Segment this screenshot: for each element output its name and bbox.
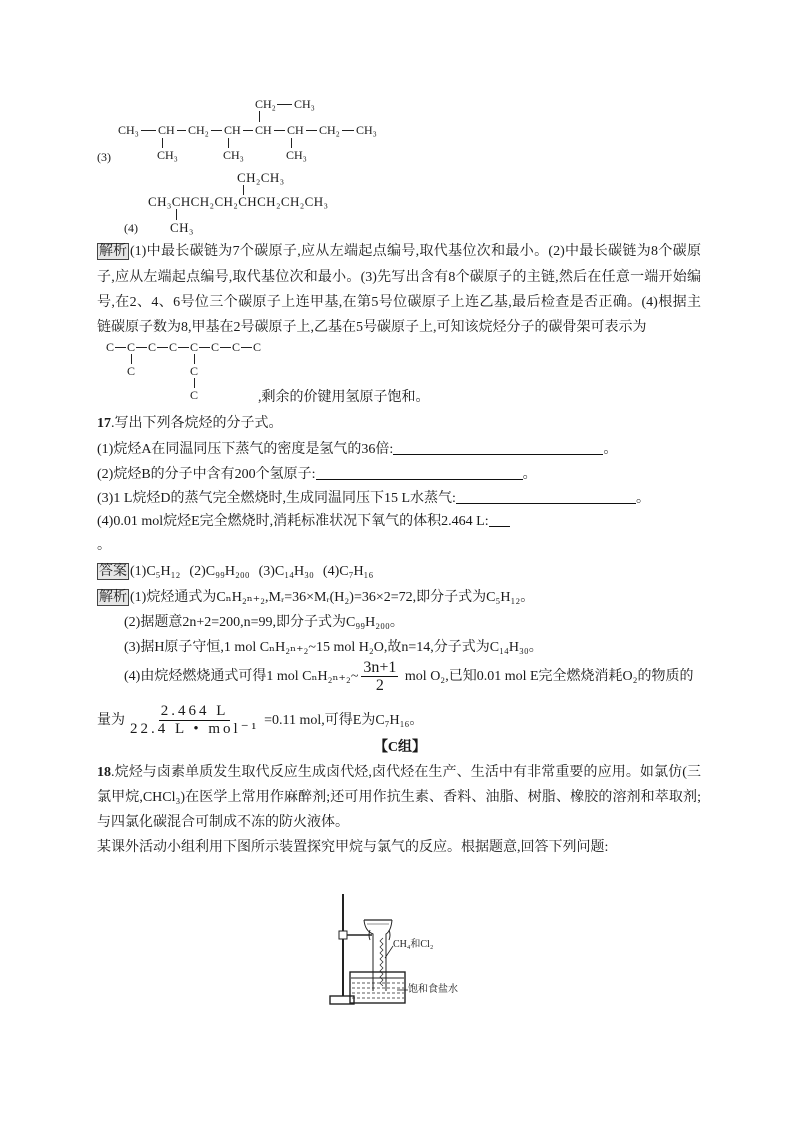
analysis-text: mol O₂,已知0.01 mol E完全燃烧消耗O₂的物质的 xyxy=(401,668,694,684)
bond xyxy=(228,138,229,148)
part-end: 。 xyxy=(603,442,618,457)
part-text: (3)1 L烷烃D的蒸气完全燃烧时,生成同温同压下15 L水蒸气: xyxy=(97,491,456,506)
analysis-text: =0.11 mol,可得E为C₇H₁₆。 xyxy=(264,712,424,728)
question-text: .写出下列各烷烃的分子式。 xyxy=(111,416,283,431)
analysis-line: (3)据H原子守恒,1 mol CₙH₂ₙ₊₂~15 mol H₂O,故n=14,分子式为C₁₄H₃₀。 xyxy=(124,640,543,655)
inverted-cylinder xyxy=(364,920,392,991)
bond xyxy=(162,138,163,148)
branch-group: CH₂ xyxy=(255,97,276,111)
answer-blank xyxy=(456,491,636,504)
fraction-numerator: 3n+1 xyxy=(363,659,397,676)
part-text: (4)0.01 mol烷烃E完全燃烧时,消耗标准状况下氧气的体积2.464 L: xyxy=(97,514,489,529)
bond xyxy=(136,347,147,348)
question-part xyxy=(97,513,510,531)
analysis-tag: 解析 xyxy=(99,244,127,259)
bond xyxy=(277,104,292,105)
part-end: 。 xyxy=(522,467,537,482)
analysis-text: (1)中最长碳链为7个碳原子,应从左端起点编号,取代基位次和最小。(2)中最长碳链为8个碳原 xyxy=(130,244,701,259)
fraction xyxy=(361,659,398,694)
carbon-atom: C xyxy=(190,340,199,354)
clamp-jaws xyxy=(369,930,390,940)
analysis-text: (1)烷烃通式为CₙH₂ₙ₊₂,Mᵣ=36×Mᵣ(H₂)=36×2=72,即分子式为C₅H₁₂。 xyxy=(130,590,535,605)
bond xyxy=(177,130,186,131)
bond xyxy=(211,130,222,131)
clamp-boss xyxy=(339,931,347,939)
analysis-line: (2)据题意2n+2=200,n=99,即分子式为C₉₉H₂₀₀。 xyxy=(124,615,404,630)
branch-group: CH₃ xyxy=(170,220,194,235)
figure-label-gas: CH₄和Cl₂ xyxy=(393,939,434,950)
part-end: 。 xyxy=(635,491,650,506)
branch-group: CH₃ xyxy=(294,97,315,111)
bond xyxy=(194,378,195,388)
bond xyxy=(274,130,285,131)
chain-group: CH xyxy=(158,123,175,137)
answer-blank xyxy=(316,467,523,480)
analysis-line xyxy=(97,703,423,738)
bond xyxy=(241,347,252,348)
chain-group: CH xyxy=(255,123,272,137)
chain-group: CH₂ xyxy=(188,123,209,137)
chain-group: CH xyxy=(287,123,304,137)
part-end: 。 xyxy=(97,538,111,553)
chain-group: CH₃ xyxy=(356,123,377,137)
carbon-atom: C xyxy=(127,340,136,354)
carbon-atom: C xyxy=(211,340,220,354)
bond xyxy=(141,130,156,131)
carbon-atom: C xyxy=(253,340,262,354)
question-text: 与四氯化碳混合可制成不冻的防火液体。 xyxy=(97,815,349,830)
fraction xyxy=(128,703,261,738)
part-text: (1)烷烃A在同温同压下蒸气的密度是氢气的36倍: xyxy=(97,442,394,457)
formula-label: (4) xyxy=(124,221,138,235)
answer-item: (1)C₅H₁₂ xyxy=(130,564,181,579)
bond xyxy=(220,347,231,348)
question-number: 17 xyxy=(97,416,111,431)
bond xyxy=(131,354,132,364)
answer-item: (2)C₉₉H₂₀₀ xyxy=(189,564,250,579)
bond xyxy=(291,138,292,148)
analysis-line xyxy=(97,589,534,607)
answer-blank xyxy=(489,514,510,527)
chain-group: CH xyxy=(224,123,241,137)
carbon-atom: C xyxy=(106,340,115,354)
fraction-denominator: 2 xyxy=(375,677,384,694)
answer-blank xyxy=(393,442,603,455)
question-part xyxy=(97,441,617,459)
bond xyxy=(194,354,195,364)
question-stem xyxy=(97,764,701,782)
bond xyxy=(342,130,354,131)
figure-label-liquid: 饱和食盐水 xyxy=(408,984,458,995)
question-text: 某课外活动小组利用下图所示装置探究甲烷与氯气的反应。根据题意,回答下列问题: xyxy=(97,840,609,855)
answer-tag: 答案 xyxy=(99,564,127,579)
fraction-denominator: 22.4 L • mol⁻¹ xyxy=(130,721,260,737)
carbon-atom: C xyxy=(169,340,178,354)
question-part xyxy=(97,490,650,508)
bond xyxy=(157,347,168,348)
bond xyxy=(259,111,260,122)
carbon-atom: C xyxy=(190,388,199,402)
question-text: 氯甲烷,CHCl₃)在医学上常用作麻醉剂;还可用作抗生素、香料、油脂、树脂、橡胶的溶剂和萃取剂; xyxy=(97,790,701,805)
bond xyxy=(306,130,317,131)
chain-group: CH₃CHCH₂CH₂CHCH₂CH₂CH₃ xyxy=(148,194,329,209)
answer-item: (4)C₇H₁₆ xyxy=(322,564,374,579)
branch-group: CH₂CH₃ xyxy=(237,170,285,185)
part-text: (2)烷烃B的分子中含有200个氢原子: xyxy=(97,467,316,482)
carbon-atom: C xyxy=(190,364,199,378)
question-part xyxy=(97,466,537,484)
chain-group: CH₃ xyxy=(118,123,139,137)
formula-label: (3) xyxy=(97,150,111,164)
bond xyxy=(176,209,177,220)
chain-group: CH₂ xyxy=(319,123,340,137)
analysis-text: (4)由烷烃燃烧通式可得1 mol CₙH₂ₙ₊₂~ xyxy=(124,668,359,684)
branch-group: CH₃ xyxy=(157,148,178,162)
analysis-text: 量为 xyxy=(97,712,125,728)
analysis-line: 链碳原子数为8,甲基在2号碳原子上,乙基在5号碳原子上,可知该烷烃分子的碳骨架可表示为 xyxy=(97,320,647,335)
section-heading: 【C组】 xyxy=(373,740,427,755)
branch-group: CH₃ xyxy=(286,148,307,162)
analysis-line: 号,在2、4、6号位三个碳原子上连甲基,在第5号位碳原子上连乙基,最后检查是否正确。(4)根据主 xyxy=(97,295,701,310)
analysis-tag: 解析 xyxy=(99,590,127,605)
bond xyxy=(178,347,189,348)
fraction-numerator: 2.464 L xyxy=(160,703,229,719)
branch-group: CH₃ xyxy=(223,148,244,162)
analysis-text: ,剩余的价键用氢原子饱和。 xyxy=(258,390,430,405)
question-text: .烷烃与卤素单质发生取代反应生成卤代烃,卤代烃在生产、生活中有非常重要的应用。如氯仿(三 xyxy=(111,765,701,780)
question-stem xyxy=(97,415,283,433)
carbon-atom: C xyxy=(127,364,136,378)
answer-line xyxy=(97,563,382,581)
analysis-line xyxy=(97,243,701,261)
bond xyxy=(243,130,253,131)
bond xyxy=(115,347,126,348)
question-number: 18 xyxy=(97,765,111,780)
answer-item: (3)C₁₄H₃₀ xyxy=(258,564,314,579)
analysis-line: 子,应从左端起点编号,取代基位次和最小。(3)先写出含有8个碳原子的主链,然后在任意一端开始编 xyxy=(97,270,701,285)
bond xyxy=(199,347,210,348)
brine-fill xyxy=(352,983,404,998)
analysis-line xyxy=(124,659,694,694)
carbon-atom: C xyxy=(148,340,157,354)
carbon-atom: C xyxy=(232,340,241,354)
